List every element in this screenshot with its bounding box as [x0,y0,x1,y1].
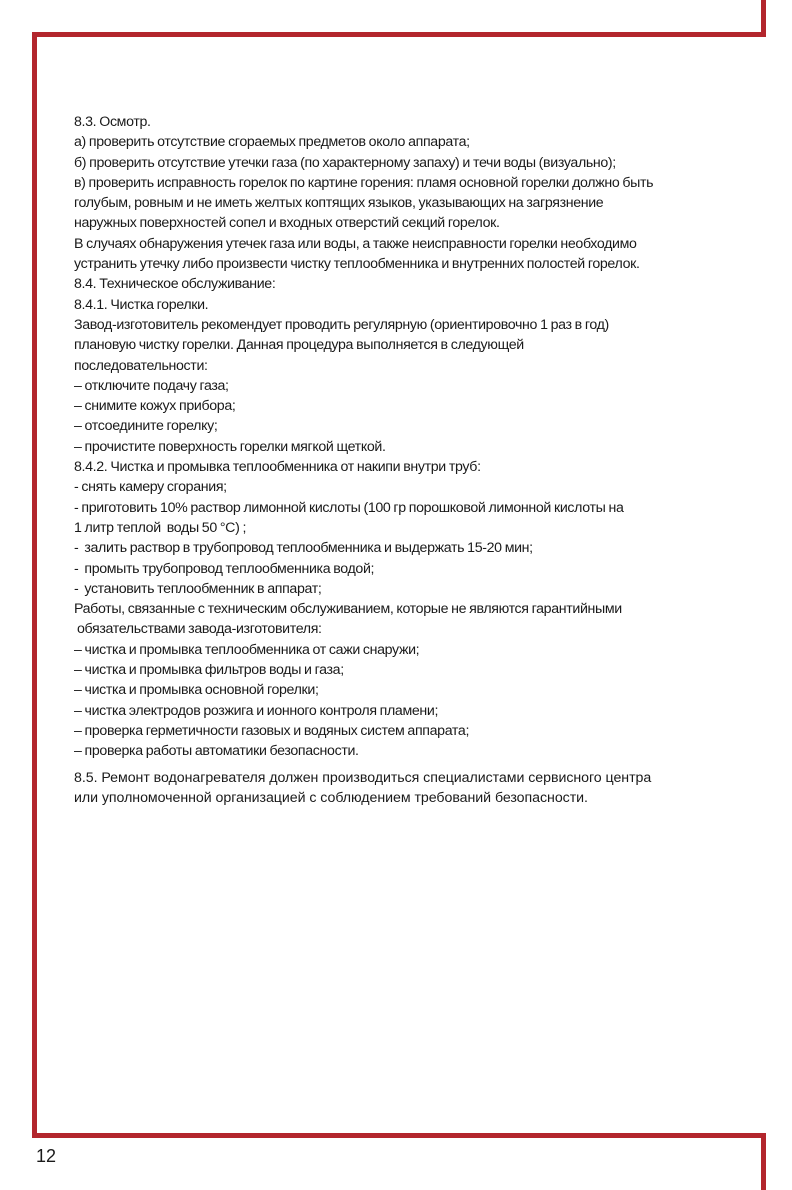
text-line: 8.3. Осмотр. [74,114,151,130]
text-line: 8.4.1. Чистка горелки. [74,296,209,313]
text-line: наружных поверхностей сопел и входных отверстий секций горелок. [74,215,500,232]
text-line: – отключите подачу газа; [74,377,229,394]
text-line: Завод-изготовитель рекомендует проводить регулярную (ориентировочно 1 раз в год) [74,316,609,333]
page-number: 12 [36,1146,57,1166]
text-line: б) проверить отсутствие утечки газа (по характерному запаху) и течи воды (визуально); [74,154,616,171]
text-line: - приготовить 10% раствор лимонной кислоты (100 гр порошковой лимонной кислоты на [74,499,624,516]
text-line: В случаях обнаружения утечек газа или воды, а также неисправности горелки необходимо [74,235,637,252]
text-line: – прочистите поверхность горелки мягкой щеткой. [74,438,386,455]
repair-note [74,768,734,809]
maintenance-instructions [74,112,734,762]
text-line: устранить утечку либо произвести чистку теплообменника и внутренних полостей горелок. [74,256,640,273]
text-line: – чистка и промывка фильтров воды и газа; [74,662,344,679]
text-line: – чистка и промывка основной горелки; [74,682,319,699]
frame-top-border [32,32,766,37]
text-line: 1 литр теплой воды 50 °С) ; [74,519,247,536]
text-line: или уполномоченной организацией с соблюдением требований безопасности. [74,789,588,806]
frame-left-border [32,32,37,1138]
frame-bottom-border [32,1133,766,1138]
text-line: а) проверить отсутствие сгораемых предметов около аппарата; [74,134,470,151]
text-line: – снимите кожух прибора; [74,398,236,415]
text-line: 8.4.2. Чистка и промывка теплообменника от накипи внутри труб: [74,459,481,476]
frame-right-bottom-border [761,1133,766,1190]
text-line: - залить раствор в трубопровод теплообменника и выдержать 15-20 мин; [74,540,533,557]
text-line: обязательствами завода-изготовителя: [74,621,322,638]
text-line: 8.4. Техническое обслуживание: [74,276,276,293]
text-line: – проверка работы автоматики безопасности. [74,743,359,760]
text-line: голубым, ровным и не иметь желтых коптящих языков, указывающих на загрязнение [74,195,604,212]
text-line: - установить теплообменник в аппарат; [74,580,322,597]
text-line: Работы, связанные с техническим обслуживанием, которые не являются гарантийными [74,601,622,618]
frame-right-top-border [761,0,766,37]
text-line: – отсоедините горелку; [74,418,218,435]
text-line: - снять камеру сгорания; [74,479,227,496]
text-line: – чистка и промывка теплообменника от сажи снаружи; [74,641,420,658]
text-line: – проверка герметичности газовых и водяных систем аппарата; [74,722,470,739]
text-line: плановую чистку горелки. Данная процедура выполняется в следующей [74,337,524,354]
page-body [74,112,734,808]
text-line: последовательности: [74,357,208,374]
text-line: 8.5. Ремонт водонагревателя должен производиться специалистами сервисного центра [74,769,652,786]
text-line: – чистка электродов розжига и ионного контроля пламени; [74,702,439,719]
text-line: в) проверить исправность горелок по картине горения: пламя основной горелки должно быть [74,174,654,191]
text-line: - промыть трубопровод теплообменника водой; [74,560,375,577]
